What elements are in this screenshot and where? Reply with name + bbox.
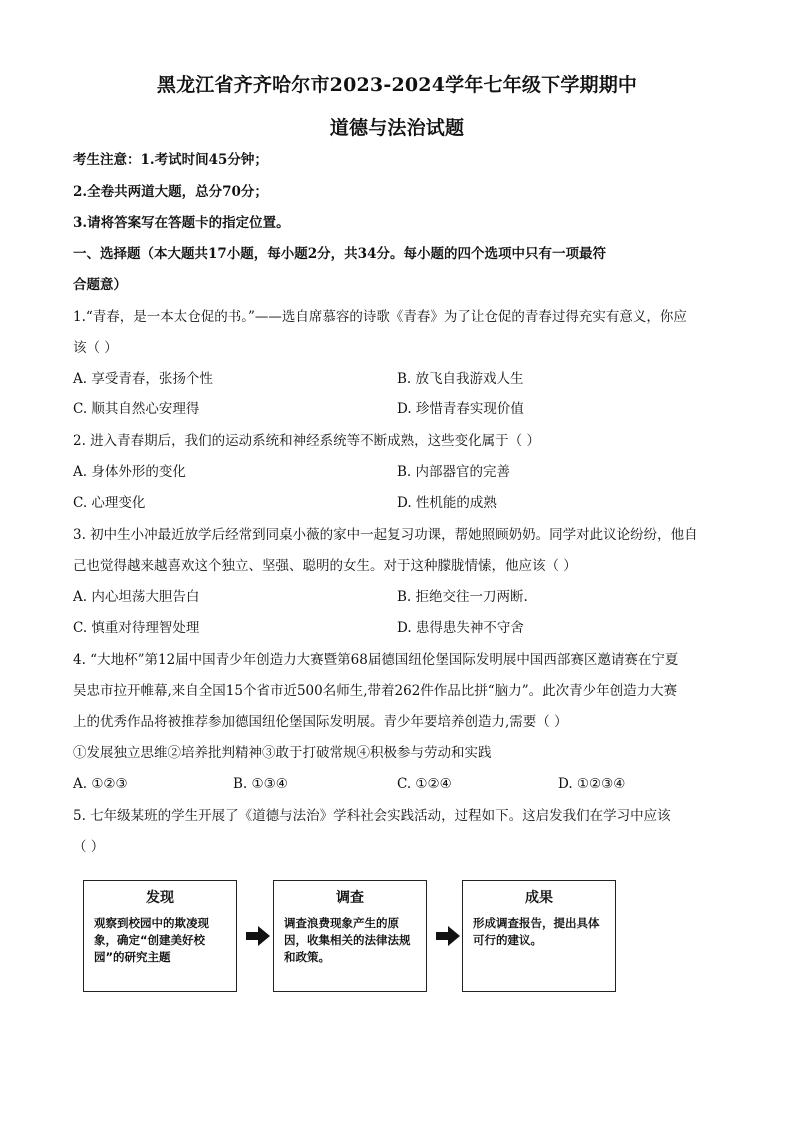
notice-line-3: 3.请将答案写在答题卡的指定位置。 [73,215,290,231]
q5-stem-line-2: （ ） [73,839,105,855]
q3-option-c: C. 慎重对待理智处理 [73,620,200,636]
q2-stem-line-1: 2. 进入青春期后，我们的运动系统和神经系统等不断成熟，这些变化属于（ ） [73,433,540,449]
q5-stem-line-1: 5. 七年级某班的学生开展了《道德与法治》学科社会实践活动，过程如下。这启发我们在学习中应该 [73,808,671,824]
q1-option-b: B. 放飞自我游戏人生 [397,371,524,387]
flow-box-title: 发现 [146,890,174,906]
q1-option-c: C. 顺其自然心安理得 [73,401,200,417]
q1-option-d: D. 珍惜青春实现价值 [397,401,524,417]
q2-option-c: C. 心理变化 [73,495,146,511]
exam-subtitle: 道德与法治试题 [329,117,465,139]
q3-option-b: B. 拒绝交往一刀两断. [397,589,528,605]
q1-option-a: A. 享受青春，张扬个性 [73,371,213,387]
q3-option-a: A. 内心坦荡大胆告白 [73,589,200,605]
q2-option-d: D. 性机能的成熟 [397,495,497,511]
flow-box-text: 调查浪费现象产生的原因，收集相关的法律法规和政策。 [284,916,411,964]
flow-box-title: 成果 [525,890,553,906]
q4-stem-line-3: 上的优秀作品将被推荐参加德国纽伦堡国际发明展。青少年要培养创造力,需要（ ） [73,714,568,730]
flow-box-text: 形成调查报告，提出具体可行的建议。 [473,916,600,947]
q4-stem-line-4: ①发展独立思维②培养批判精神③敢于打破常规④积极参与劳动和实践 [73,745,492,761]
q4-stem-line-1: 4. “大地杯”第12届中国青少年创造力大赛暨第68届德国纽伦堡国际发明展中国西部赛区邀请赛在宁夏 [73,652,679,668]
flow-box-investigate [273,880,427,992]
q4-option-a: A. ①②③ [73,776,128,792]
exam-title: 黑龙江省齐齐哈尔市2023-2024学年七年级下学期期中 [156,74,638,96]
q2-option-a: A. 身体外形的变化 [73,464,186,480]
flow-box-text: 观察到校园中的欺凌现象，确定“创建美好校园”的研究主题 [94,916,209,964]
q3-stem-line-1: 3. 初中生小冲最近放学后经常到同桌小薇的家中一起复习功课，帮她照顾奶奶。同学对此议论纷纷，他自 [73,527,698,543]
q4-option-c: C. ①②④ [397,776,452,792]
q4-stem-line-2: 吴忠市拉开帷幕,来自全国15个省市近500名师生,带着262件作品比拼“脑力”。此次青少年创造力大赛 [73,683,678,699]
q1-stem-line-2: 该（ ） [73,340,118,356]
right-arrow-icon [246,926,270,946]
q4-option-d: D. ①②③④ [558,776,626,792]
q3-stem-line-2: 己也觉得越来越喜欢这个独立、坚强、聪明的女生。对于这种朦胧情愫，他应该（ ） [73,558,577,574]
notice-line-2: 2.全卷共两道大题，总分70分； [73,184,268,200]
right-arrow-icon [436,926,460,946]
notice-line-1: 考生注意：1.考试时间45分钟； [73,152,268,168]
flow-box-discover [83,880,237,992]
flow-box-result [462,880,616,992]
q1-stem-line-1: 1.“青春，是一本太仓促的书。”——选自席慕容的诗歌《青春》为了让仓促的青春过得充实有意义，你应 [73,309,687,325]
q3-option-d: D. 患得患失神不守舍 [397,620,524,636]
q4-option-b: B. ①③④ [233,776,288,792]
section-heading-line-2: 合题意） [73,277,127,293]
flow-box-title: 调查 [336,890,364,906]
section-heading-line-1: 一、选择题（本大题共17小题，每小题2分，共34分。每小题的四个选项中只有一项最符 [73,246,606,262]
q2-option-b: B. 内部器官的完善 [397,464,511,480]
